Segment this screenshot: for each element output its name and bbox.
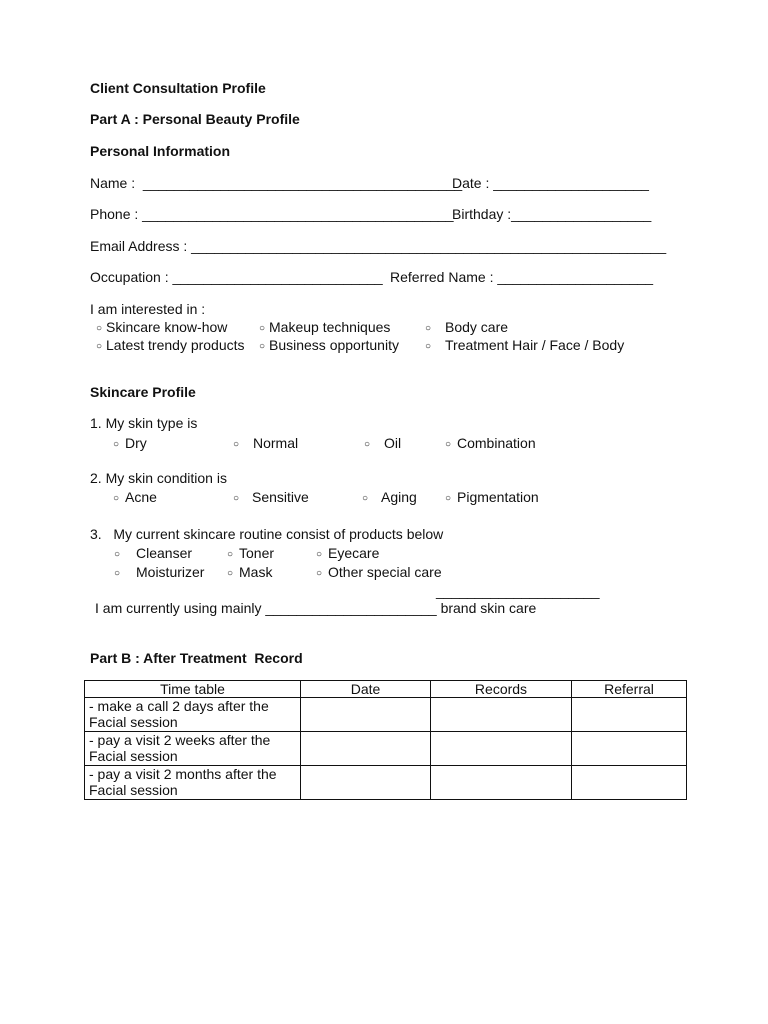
routine-option[interactable]: ○ Eyecare	[316, 545, 380, 561]
radio-circle-icon: ○	[316, 568, 323, 579]
routine-option[interactable]: ○ Mask	[227, 564, 273, 580]
interest-option[interactable]: ○ Makeup techniques	[259, 319, 391, 335]
email-field[interactable]: Email Address : _____________________________________________________________	[90, 238, 667, 254]
date-cell[interactable]	[301, 698, 431, 732]
routine-option[interactable]: ○ Other special care	[316, 564, 442, 580]
column-header-time-table: Time table	[85, 681, 301, 698]
part-a-heading: Part A : Personal Beauty Profile	[90, 111, 300, 127]
part-b-heading: Part B : After Treatment Record	[90, 650, 303, 666]
interest-option[interactable]: ○ Latest trendy products	[96, 337, 245, 353]
radio-circle-icon: ○	[114, 568, 121, 579]
interest-option[interactable]: ○ Business opportunity	[259, 337, 399, 353]
radio-circle-icon: ○	[233, 493, 240, 504]
radio-circle-icon: ○	[96, 341, 103, 352]
page-title: Client Consultation Profile	[90, 80, 266, 96]
records-cell[interactable]	[431, 698, 572, 732]
radio-circle-icon: ○	[233, 439, 240, 450]
radio-circle-icon: ○	[445, 439, 452, 450]
column-header-referral: Referral	[572, 681, 687, 698]
referred-name-field[interactable]: Referred Name : ____________________	[390, 269, 654, 285]
radio-circle-icon: ○	[425, 323, 432, 334]
other-care-blank[interactable]: _____________________	[436, 583, 600, 599]
radio-circle-icon: ○	[364, 439, 371, 450]
time-table-cell: - pay a visit 2 months after the Facial session	[85, 766, 301, 800]
radio-circle-icon: ○	[259, 341, 266, 352]
radio-circle-icon: ○	[227, 568, 234, 579]
column-header-records: Records	[431, 681, 572, 698]
routine-option[interactable]: ○ Cleanser	[114, 545, 193, 561]
date-cell[interactable]	[301, 732, 431, 766]
referral-cell[interactable]	[572, 698, 687, 732]
radio-circle-icon: ○	[362, 493, 369, 504]
skin-condition-option[interactable]: ○ Pigmentation	[445, 489, 539, 505]
referral-cell[interactable]	[572, 766, 687, 800]
skin-condition-option[interactable]: ○ Aging	[362, 489, 417, 505]
radio-circle-icon: ○	[316, 549, 323, 560]
table-header-row	[85, 681, 687, 698]
time-table-cell: - pay a visit 2 weeks after the Facial session	[85, 732, 301, 766]
date-field[interactable]: Date : ____________________	[452, 175, 649, 191]
brand-usage-field[interactable]: I am currently using mainly ______________________ brand skin care	[95, 600, 537, 616]
radio-circle-icon: ○	[445, 493, 452, 504]
skin-condition-option[interactable]: ○ Sensitive	[233, 489, 309, 505]
interests-heading: I am interested in :	[90, 301, 206, 317]
occupation-field[interactable]: Occupation : ___________________________	[90, 269, 383, 285]
skin-type-option[interactable]: ○ Normal	[233, 435, 299, 451]
name-field[interactable]: Name : _________________________________________	[90, 175, 463, 191]
skin-condition-question: 2. My skin condition is	[90, 470, 227, 486]
skin-condition-option[interactable]: ○ Acne	[113, 489, 157, 505]
time-table-cell: - make a call 2 days after the Facial session	[85, 698, 301, 732]
birthday-field[interactable]: Birthday :__________________	[452, 206, 652, 222]
phone-field[interactable]: Phone : ________________________________________	[90, 206, 454, 222]
radio-circle-icon: ○	[113, 493, 120, 504]
skin-type-option[interactable]: ○ Dry	[113, 435, 147, 451]
routine-option[interactable]: ○ Toner	[227, 545, 275, 561]
skin-type-option[interactable]: ○ Combination	[445, 435, 536, 451]
referral-cell[interactable]	[572, 732, 687, 766]
routine-option[interactable]: ○ Moisturizer	[114, 564, 205, 580]
routine-question: 3. My current skincare routine consist of products below	[90, 526, 444, 542]
interest-option[interactable]: ○ Treatment Hair / Face / Body	[425, 337, 625, 353]
radio-circle-icon: ○	[96, 323, 103, 334]
radio-circle-icon: ○	[113, 439, 120, 450]
table-row	[85, 766, 687, 800]
skin-type-option[interactable]: ○ Oil	[364, 435, 402, 451]
personal-info-heading: Personal Information	[90, 143, 231, 159]
radio-circle-icon: ○	[114, 549, 121, 560]
treatment-record-table	[84, 680, 687, 800]
records-cell[interactable]	[431, 766, 572, 800]
table-row	[85, 698, 687, 732]
column-header-date: Date	[301, 681, 431, 698]
table-row	[85, 732, 687, 766]
radio-circle-icon: ○	[227, 549, 234, 560]
radio-circle-icon: ○	[259, 323, 266, 334]
interest-option[interactable]: ○ Body care	[425, 319, 509, 335]
skin-type-question: 1. My skin type is	[90, 415, 198, 431]
radio-circle-icon: ○	[425, 341, 432, 352]
skincare-profile-heading: Skincare Profile	[90, 384, 196, 400]
records-cell[interactable]	[431, 732, 572, 766]
interest-option[interactable]: ○ Skincare know-how	[96, 319, 228, 335]
date-cell[interactable]	[301, 766, 431, 800]
